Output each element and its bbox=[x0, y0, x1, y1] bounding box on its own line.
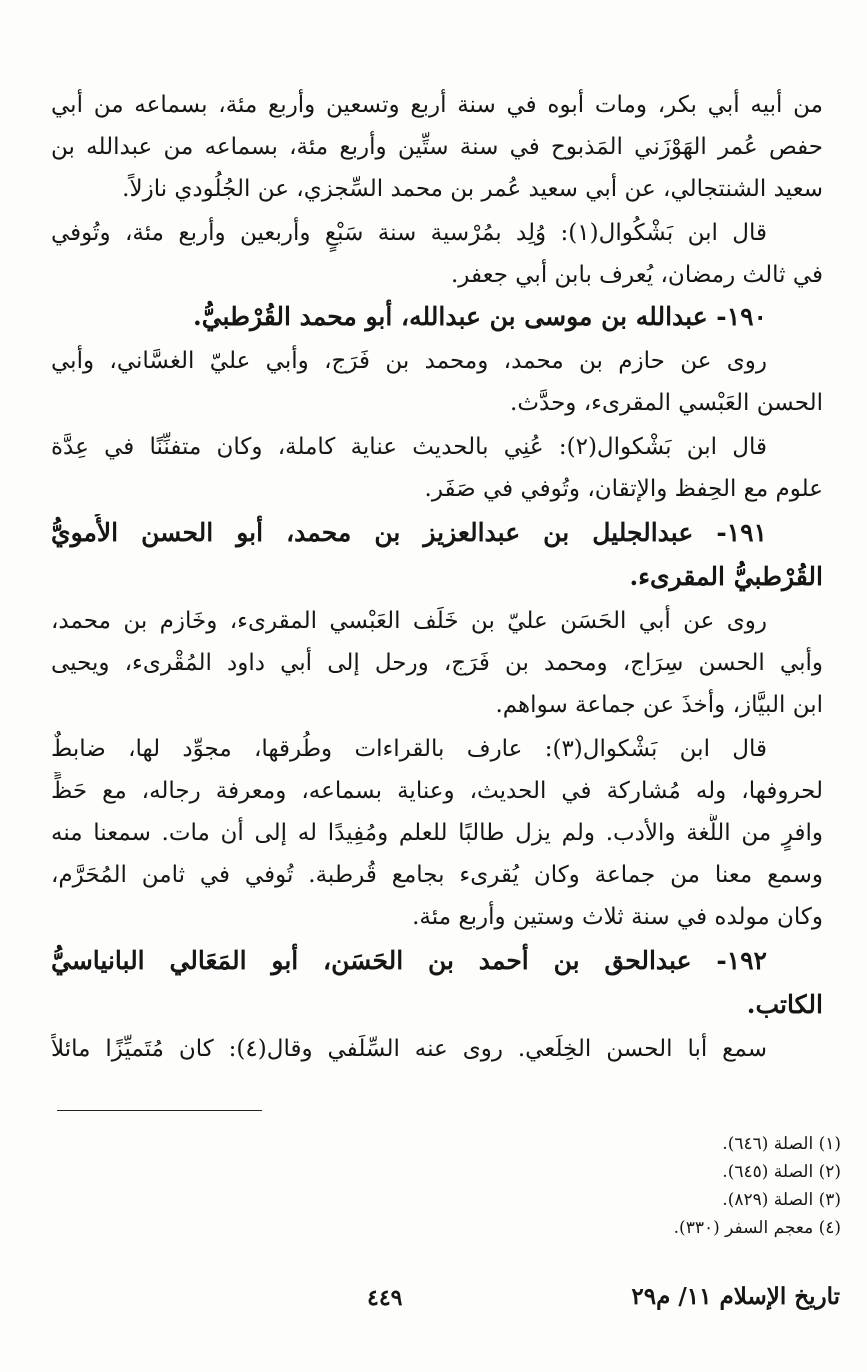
running-title: تاريخ الإسلام ١١/ م٢٩ bbox=[631, 1283, 840, 1310]
footnote-1: (١) الصلة (٦٤٦). bbox=[722, 1134, 841, 1154]
entry-heading-190: ١٩٠- عبدالله بن موسى بن عبدالله، أبو محمد القُرْطبيُّ. bbox=[192, 302, 767, 331]
text-line: وسمع معنا من جماعة وكان يُقرىء بجامع قُرطبة. تُوفي في ثامن المُحَرَّم، bbox=[51, 862, 823, 888]
text-line: سمع أبا الحسن الخِلَعي. روى عنه السِّلَفي وقال(٤): كان مُتَميِّزًا مائلاً bbox=[51, 1036, 767, 1062]
footnote-3: (٣) الصلة (٨٢٩). bbox=[722, 1190, 841, 1210]
text-line: حفص عُمر الهَوْزَني المَذبوح في سنة ستِّين وأربع مئة، بسماعه من عبدالله بن bbox=[51, 134, 823, 160]
entry-heading-191-cont: القُرْطبيُّ المقرىء. bbox=[629, 562, 823, 591]
text-line: سعيد الشنتجالي، عن أبي سعيد عُمر بن محمد السِّجزي، عن الجُلُودي نازلاً. bbox=[122, 176, 823, 202]
text-line: في ثالث رمضان، يُعرف بابن أبي جعفر. bbox=[451, 262, 823, 288]
text-line: وأبي الحسن سِرَاج، ومحمد بن فَرَج، ورحل إلى أبي داود المُقْرىء، ويحيى bbox=[51, 650, 823, 676]
entry-heading-192-cont: الكاتب. bbox=[746, 990, 823, 1019]
text-line: ابن البيَّاز، وأخذَ عن جماعة سواهم. bbox=[495, 692, 823, 718]
page-number: ٤٤٩ bbox=[367, 1285, 403, 1311]
text-line: وافرٍ من اللُّغة والأدب. ولم يزل طالبًا للعلم ومُفِيدًا له إلى أن مات. سمعنا منه bbox=[51, 820, 823, 846]
text-line: الحسن العَبْسي المقرىء، وحدَّث. bbox=[510, 390, 823, 416]
footnote-divider bbox=[57, 1110, 262, 1111]
text-line: قال ابن بَشْكوال(٢): عُنِي بالحديث عناية كاملة، وكان متفنِّنًا في عِدَّة bbox=[51, 434, 767, 460]
footnote-2: (٢) الصلة (٦٤٥). bbox=[722, 1162, 841, 1182]
text-line: وكان مولده في سنة ثلاث وستين وأربع مئة. bbox=[412, 904, 823, 930]
footnote-4: (٤) معجم السفر (٣٣٠). bbox=[673, 1218, 841, 1238]
text-line: قال ابن بَشْكوال(٣): عارف بالقراءات وطُرقها، مجوِّد لها، ضابطٌ bbox=[51, 736, 767, 762]
entry-heading-191: ١٩١- عبدالجليل بن عبدالعزيز بن محمد، أبو الحسن الأُمويُّ bbox=[51, 518, 767, 547]
text-line: علوم مع الحِفظ والإتقان، وتُوفي في صَفَر. bbox=[424, 476, 823, 502]
text-line: لحروفها، وله مُشاركة في الحديث، وعناية بسماعه، ومعرفة رجاله، مع حَظٍّ bbox=[51, 778, 823, 804]
text-line: من أبيه أبي بكر، ومات أبوه في سنة أربع وتسعين وأربع مئة، بسماعه من أبي bbox=[51, 92, 823, 118]
text-line: روى عن حازم بن محمد، ومحمد بن فَرَج، وأبي عليّ الغسَّاني، وأبي bbox=[51, 348, 767, 374]
entry-heading-192: ١٩٢- عبدالحق بن أحمد بن الحَسَن، أبو المَعَالي البانياسيُّ bbox=[51, 946, 767, 975]
text-line: قال ابن بَشْكُوال(١): وُلِد بمُرْسية سنة سَبْعٍ وأربعين وأربع مئة، وتُوفي bbox=[51, 220, 767, 246]
text-line: روى عن أبي الحَسَن عليّ بن خَلَف العَبْسي المقرىء، وخَازم بن محمد، bbox=[51, 608, 767, 634]
